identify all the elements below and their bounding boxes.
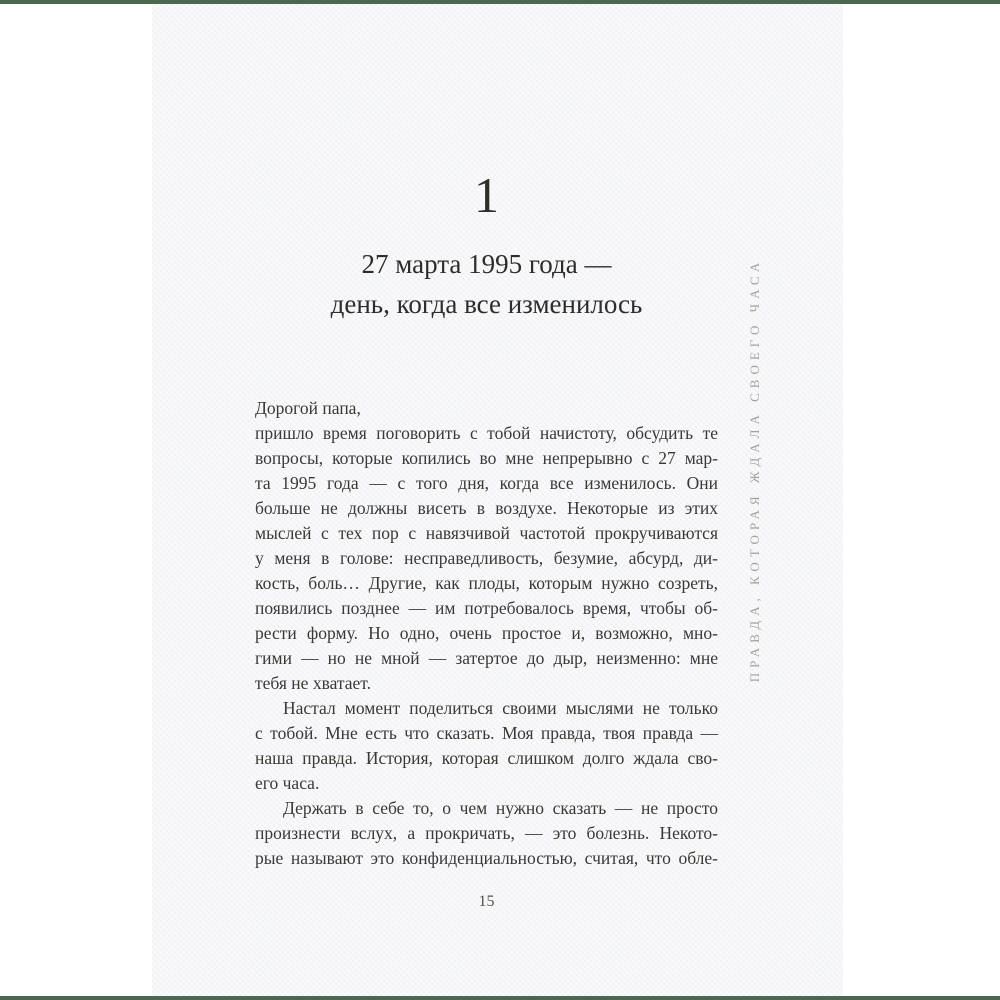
page-number: 15 (478, 893, 495, 910)
body-line: наша правда. История, которая слишком долго ждала сво- (255, 748, 718, 768)
body-line: та 1995 года — с того дня, когда все изменилось. Они (255, 473, 718, 493)
body-line: гими — но не мной — затертое до дыр, неизменно: мне (255, 648, 718, 668)
body-line: кость, боль… Другие, как плоды, которым нужно созреть, (255, 573, 718, 593)
body-line: Настал момент поделиться своими мыслями не только (283, 698, 718, 718)
body-text (255, 396, 718, 871)
body-line: его часа. (255, 773, 320, 793)
body-line: Держать в себе то, о чем нужно сказать — не просто (283, 798, 718, 818)
body-line: Дорогой папа, (255, 398, 361, 418)
body-line: тебя не хватает. (255, 673, 372, 693)
body-line: рести форму. Но одно, очень простое и, возможно, мно- (255, 623, 718, 643)
book-page (152, 4, 843, 996)
body-line: вопросы, которые копились во мне непрерывно с 27 мар- (255, 448, 718, 468)
chapter-title (255, 244, 718, 324)
body-line: появились позднее — им потребовалось время, чтобы об- (255, 598, 718, 618)
chapter-number: 1 (474, 167, 499, 223)
body-line: мыслей с тех пор с навязчивой частотой прокручиваются (255, 523, 718, 543)
body-line: рые называют это конфиденциальностью, считая, что обле- (255, 848, 718, 868)
chapter-title-line-1: 27 марта 1995 года — (361, 249, 612, 279)
body-line: произнести вслух, а прокричать, — это болезнь. Некото- (255, 823, 718, 843)
body-line: у меня в голове: несправедливость, безумие, абсурд, ди- (255, 548, 718, 568)
body-line: пришло время поговорить с тобой начистоту, обсудить те (255, 423, 718, 443)
body-line: с тобой. Мне есть что сказать. Моя правда, твоя правда — (255, 723, 718, 743)
bottom-accent-bar (0, 996, 1000, 1000)
body-line: больше не должны висеть в воздухе. Некоторые из этих (255, 498, 718, 518)
side-caption-vertical: ПРАВДА, КОТОРАЯ ЖДАЛА СВОЕГО ЧАСА (747, 257, 762, 683)
chapter-title-line-2: день, когда все изменилось (330, 289, 643, 319)
